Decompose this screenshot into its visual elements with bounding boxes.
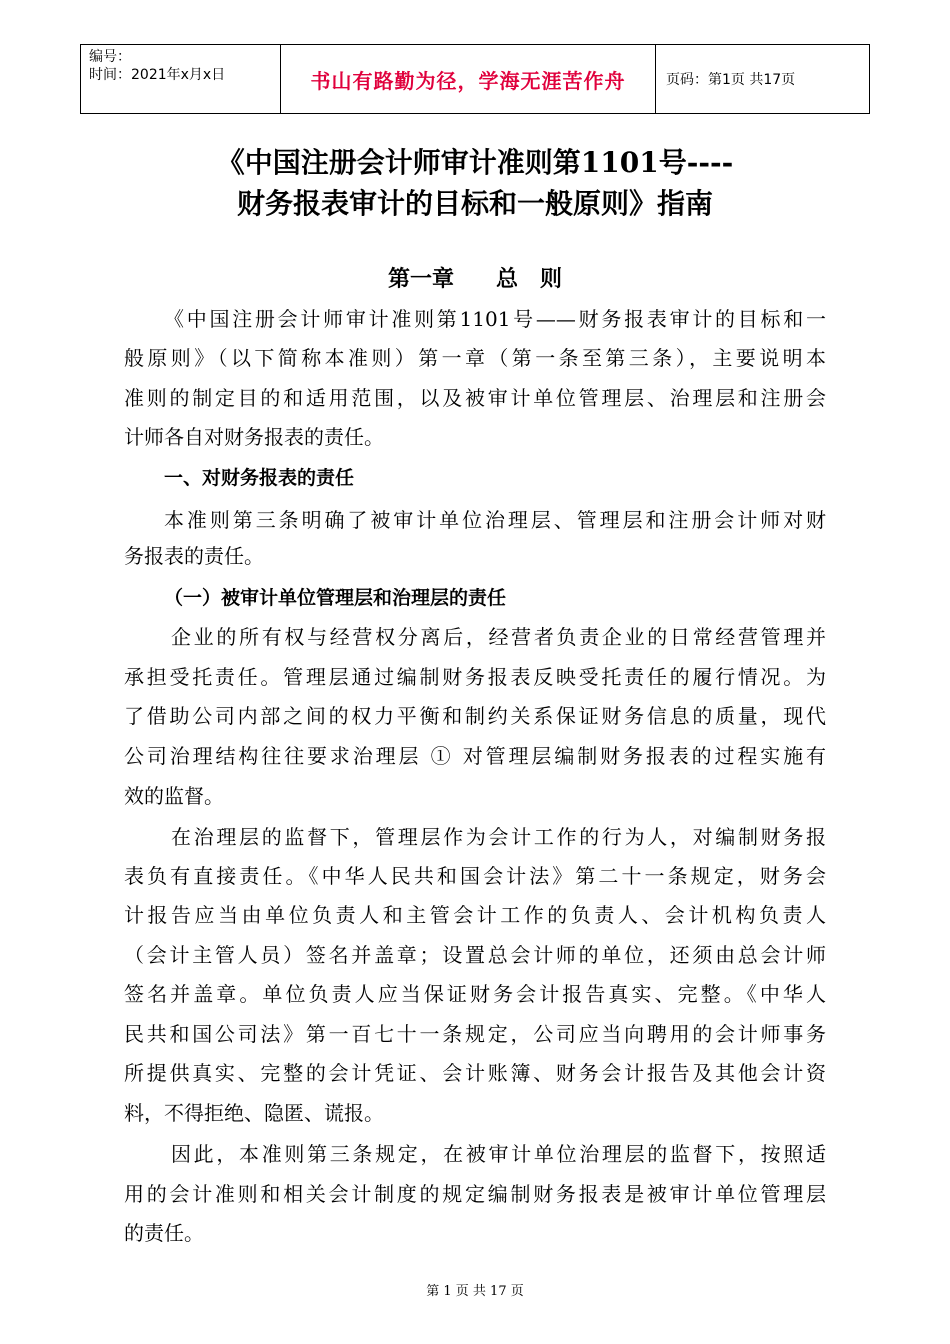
paragraph-line: 公司治理结构往往要求治理层 ① 对管理层编制财务报表的过程实施有: [124, 744, 826, 768]
paragraph-line: 的责任。: [124, 1221, 204, 1245]
time-label: 时间：2021年x月x日: [89, 67, 226, 83]
header-meta: [81, 45, 281, 113]
chapter-word-1: 总: [495, 266, 518, 292]
paragraph-line: 因此，本准则第三条规定，在被审计单位治理层的监督下，按照适: [171, 1142, 826, 1166]
section-heading: 一、对财务报表的责任: [164, 467, 355, 489]
paragraph-line: 计报告应当由单位负责人和主管会计工作的负责人、会计机构负责人: [124, 903, 826, 927]
header-motto: 书山有路勤为径，学海无涯苦作舟: [281, 45, 656, 113]
paragraph-line: （会计主管人员）签名并盖章；设置总会计师的单位，还须由总会计师: [124, 943, 826, 967]
paragraph-line: 所提供真实、完整的会计凭证、会计账簿、财务会计报告及其他会计资: [124, 1061, 826, 1085]
paragraph-line: 了借助公司内部之间的权力平衡和制约关系保证财务信息的质量，现代: [124, 704, 826, 728]
number-label: 编号：: [89, 49, 131, 65]
header-table: [80, 44, 870, 114]
subsection-heading: （一）被审计单位管理层和治理层的责任: [164, 587, 507, 609]
document-title-line-1: 《中国注册会计师审计准则第1101号----: [216, 146, 734, 179]
document-title-line-2: 财务报表审计的目标和一般原则》指南: [236, 187, 713, 220]
chapter-number: 第一章: [387, 266, 454, 292]
paragraph-line: 签名并盖章。单位负责人应当保证财务会计报告真实、完整。《中华人: [124, 982, 826, 1006]
paragraph-line: 般原则》（以下简称本准则）第一章（第一条至第三条），主要说明本: [124, 346, 826, 370]
paragraph-line: 计师各自对财务报表的责任。: [124, 425, 384, 449]
paragraph-line: 承担受托责任。管理层通过编制财务报表反映受托责任的履行情况。为: [124, 665, 826, 689]
paragraph-line: 务报表的责任。: [124, 544, 264, 568]
paragraph-line: 在治理层的监督下，管理层作为会计工作的行为人，对编制财务报: [171, 825, 826, 849]
paragraph-line: 料，不得拒绝、隐匿、谎报。: [124, 1101, 384, 1125]
chapter-heading: [0, 262, 950, 293]
paragraph-line: 本准则第三条明确了被审计单位治理层、管理层和注册会计师对财: [164, 508, 826, 532]
paragraph-line: 效的监督。: [124, 784, 224, 808]
paragraph-line: 企业的所有权与经营权分离后，经营者负责企业的日常经营管理并: [171, 625, 826, 649]
paragraph-line: 用的会计准则和相关会计制度的规定编制财务报表是被审计单位管理层: [124, 1182, 826, 1206]
paragraph-line: 准则的制定目的和适用范围，以及被审计单位管理层、治理层和注册会: [124, 386, 826, 410]
header-page-info: 页码：第1页 共17页: [666, 72, 796, 88]
chapter-word-2: 则: [540, 266, 563, 292]
paragraph-line: 《中国注册会计师审计准则第1101号——财务报表审计的目标和一: [164, 307, 826, 331]
paragraph-line: 民共和国公司法》第一百七十一条规定，公司应当向聘用的会计师事务: [124, 1022, 826, 1046]
page-footer: 第 1 页 共 17 页: [426, 1284, 524, 1299]
paragraph-line: 表负有直接责任。《中华人民共和国会计法》第二十一条规定，财务会: [124, 864, 826, 888]
